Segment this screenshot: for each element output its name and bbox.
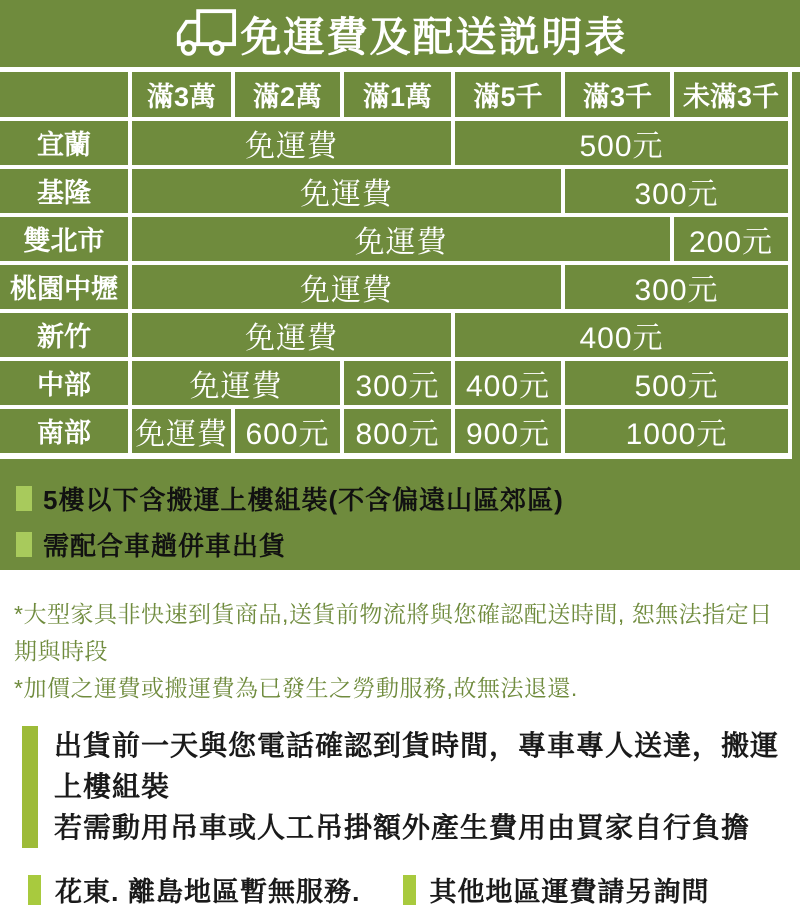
col-header: 滿1萬 [342,72,453,119]
col-header: 滿3萬 [130,72,233,119]
panel-note-text: 5樓以下含搬運上樓組裝(不含偏遠山區郊區) [43,484,564,515]
delivery-note-line2: 若需動用吊車或人工吊掛額外產生費用由買家自行負擔 [54,811,751,843]
shipping-fee-table [0,72,792,459]
col-header-empty [0,72,130,119]
truck-icon [173,8,237,62]
region-cell: 中部 [0,359,130,407]
square-bullet-icon [403,875,416,905]
table-row [0,407,790,456]
fee-cell: 400元 [453,311,790,359]
region-cell: 基隆 [0,167,130,215]
region-cell: 宜蘭 [0,119,130,167]
square-bullet-icon [16,532,32,557]
fee-cell: 800元 [342,407,453,456]
fee-cell: 400元 [453,359,563,407]
col-header: 滿2萬 [233,72,342,119]
fee-cell: 免運費 [130,311,453,359]
fee-cell: 300元 [563,167,790,215]
fee-cell: 免運費 [130,215,672,263]
fee-cell: 500元 [453,119,790,167]
bottom-note-text: 其他地區運費請另詢問 [429,877,710,908]
title-bar [0,0,800,72]
bottom-notes [28,870,786,909]
star-note-line: *大型家具非快速到貨商品,送貨前物流將與您確認配送時間, 恕無法指定日期與時段 [14,601,773,664]
panel-note-line [16,526,784,563]
fee-cell: 免運費 [130,359,342,407]
fee-cell: 免運費 [130,263,563,311]
region-cell: 雙北市 [0,215,130,263]
fee-cell: 600元 [233,407,342,456]
col-header: 滿3千 [563,72,672,119]
region-cell: 南部 [0,407,130,456]
fee-cell: 免運費 [130,119,453,167]
table-row [0,215,790,263]
fee-cell: 300元 [563,263,790,311]
delivery-note-line1: 出貨前一天與您電話確認到貨時間，專車專人送達，搬運上樓組裝 [54,730,780,802]
panel-note-text: 需配合車趟併車出貨 [43,530,287,561]
fee-cell: 300元 [342,359,453,407]
square-bullet-icon [28,875,41,905]
col-header: 滿5千 [453,72,563,119]
table-row [0,311,790,359]
star-notes [0,570,800,706]
fee-cell: 200元 [672,215,790,263]
panel-notes [0,459,800,563]
fee-cell: 900元 [453,407,563,456]
table-row [0,119,790,167]
fee-cell: 500元 [563,359,790,407]
table-row [0,167,790,215]
region-cell: 桃園中壢 [0,263,130,311]
table-row [0,263,790,311]
table-row [0,359,790,407]
star-note-line: *加價之運費或搬運費為已發生之勞動服務,故無法退還. [14,674,578,701]
vertical-bar-icon [22,726,38,848]
delivery-note [22,726,786,848]
page-title: 免運費及配送説明表 [240,14,628,60]
fee-cell: 免運費 [130,167,563,215]
fee-cell: 免運費 [130,407,233,456]
panel-note-line [16,480,784,517]
col-header: 未滿3千 [672,72,790,119]
region-cell: 新竹 [0,311,130,359]
bottom-note-text: 花東. 離島地區暫無服務. [55,877,361,908]
delivery-note-text [54,726,786,848]
fee-cell: 1000元 [563,407,790,456]
table-header-row [0,72,790,119]
square-bullet-icon [16,486,32,511]
